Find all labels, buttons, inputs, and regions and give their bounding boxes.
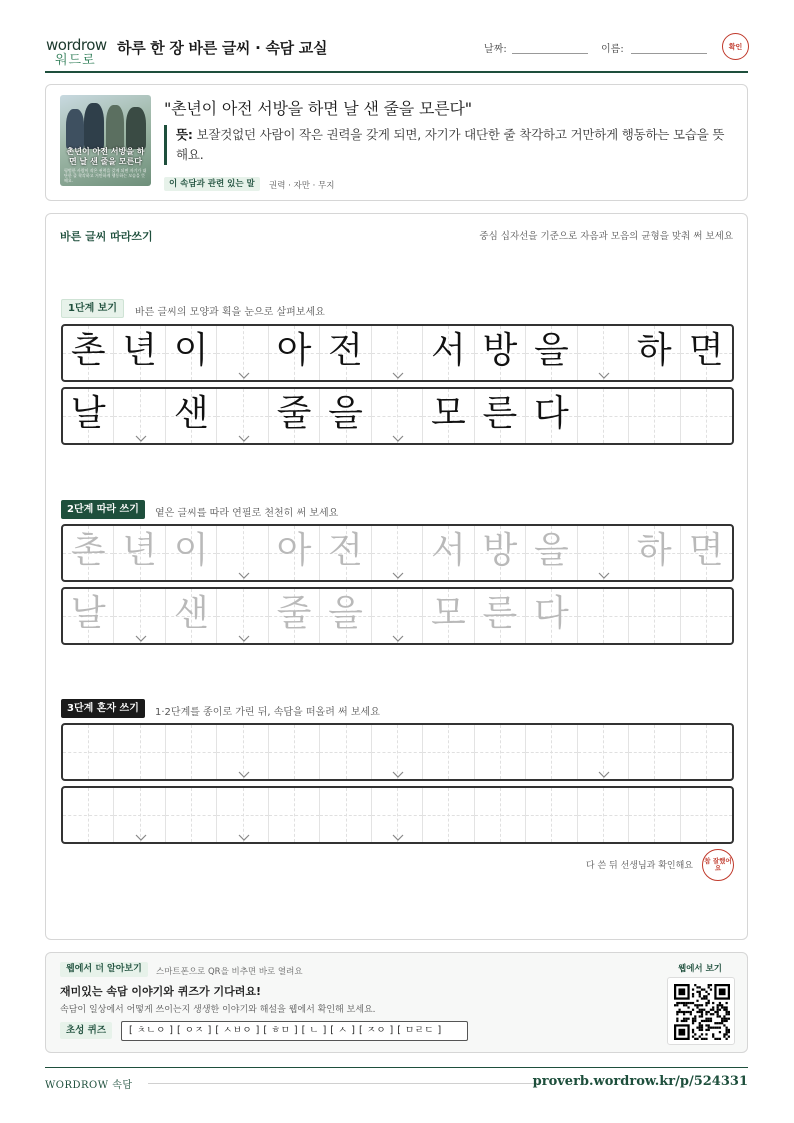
trace-character: 줄 [276,593,312,634]
web-more-description: 스마트폰으로 QR을 비추면 바로 열려요 [156,967,303,977]
grid-cell[interactable] [423,589,474,643]
grid-cell[interactable] [526,526,577,580]
step3-row-2[interactable] [61,786,734,844]
footer-brand: WORDROW 속담 [45,1080,133,1091]
grid-cell[interactable] [372,526,423,580]
grid-cell[interactable] [423,526,474,580]
trace-character: 날 [70,593,106,634]
grid-cell[interactable] [681,589,732,643]
model-character: 이 [173,330,209,371]
space-mark-icon [598,771,608,777]
grid-cell [578,389,629,443]
footer-divider [45,1067,748,1068]
grid-cell[interactable] [372,725,423,779]
grid-cell [269,326,320,380]
model-character: 년 [122,330,158,371]
date-field[interactable] [512,53,588,54]
trace-character: 아 [276,530,312,571]
step2-description: 옅은 글씨를 따라 연필로 천천히 써 보세요 [155,508,339,519]
step1-label: 1단계 보기 [61,299,124,318]
well-done-stamp-icon [702,849,734,881]
model-character: 방 [482,330,518,371]
model-character: 촌 [70,330,106,371]
step1-row-2 [61,387,734,445]
grid-cell[interactable] [578,788,629,842]
page-title: 하루 한 장 바른 글씨 · 속담 교실 [117,39,328,57]
grid-cell[interactable] [166,788,217,842]
grid-cell[interactable] [475,526,526,580]
step3-row-1[interactable] [61,723,734,781]
model-character: 면 [688,330,724,371]
step1-description: 바른 글씨의 모양과 획을 눈으로 살펴보세요 [135,307,325,318]
grid-cell[interactable] [681,526,732,580]
grid-cell [526,326,577,380]
space-mark-icon [392,435,402,441]
related-words-label: 이 속담과 관련 있는 말 [164,177,260,191]
practice-title: 바른 글씨 따라쓰기 [60,230,153,243]
grid-cell[interactable] [475,589,526,643]
web-headline: 재미있는 속담 이야기와 퀴즈가 기다려요! [60,985,261,998]
grid-cell[interactable] [629,526,680,580]
grid-cell[interactable] [217,725,268,779]
teacher-check-note: 다 쓴 뒤 선생님과 확인해요 [585,861,693,871]
space-mark-icon [392,834,402,840]
grid-cell[interactable] [166,725,217,779]
initial-quiz-box: [ ㅊㄴㅇ ] [ ㅇㅈ ] [ ㅅㅂㅇ ] [ ㅎㅁ ] [ ㄴ ] [ ㅅ ] [ ㅈㅇ ] [ ㅁㄹㄷ ] [121,1021,468,1041]
space-mark-icon [598,372,608,378]
grid-cell [114,326,165,380]
grid-cell[interactable] [423,725,474,779]
practice-hint: 중심 십자선을 기준으로 자음과 모음의 균형을 맞춰 써 보세요 [479,231,733,242]
grid-cell [269,389,320,443]
grid-cell[interactable] [578,589,629,643]
grid-cell[interactable] [372,589,423,643]
grid-cell [475,389,526,443]
trace-character: 모 [431,593,466,634]
grid-cell[interactable] [217,526,268,580]
name-label: 이름: [601,44,624,55]
initial-quiz-label: 초성 퀴즈 [60,1022,112,1039]
grid-cell[interactable] [320,788,371,842]
step2-row-1[interactable] [61,524,734,582]
web-more-section [45,952,748,1053]
web-more-label: 웹에서 더 알아보기 [60,962,148,977]
grid-cell [320,389,371,443]
grid-cell [423,389,474,443]
trace-character: 면 [688,530,724,571]
grid-cell[interactable] [63,526,114,580]
grid-cell[interactable] [526,725,577,779]
space-mark-icon [238,771,248,777]
illustration-subcaption: 평범한 사람이 작은 권력을 갖게 되면 자기가 대단한 줄 착각하고 거만하게 행동하는 모습을 뜻해요. [64,168,147,183]
grid-cell[interactable] [526,788,577,842]
step3-label: 3단계 혼자 쓰기 [61,699,145,718]
grid-cell [526,389,577,443]
grid-cell[interactable] [217,788,268,842]
space-mark-icon [135,635,145,641]
illustration-caption: 촌년이 아전 서방을 하면 날 샌 줄을 모른다 [66,147,145,166]
trace-character: 하 [636,530,672,571]
model-character: 하 [636,330,672,371]
trace-character: 서 [431,530,466,571]
proverb-meaning [164,125,734,165]
grid-cell[interactable] [269,526,320,580]
grid-cell[interactable] [114,788,165,842]
trace-character: 샌 [173,593,209,634]
footer-line [148,1083,538,1084]
grid-cell[interactable] [629,725,680,779]
grid-cell[interactable] [526,589,577,643]
grid-cell[interactable] [629,788,680,842]
grid-cell[interactable] [269,589,320,643]
step2-row-2[interactable] [61,587,734,645]
space-mark-icon [598,572,608,578]
meaning-label: 뜻: [176,127,193,142]
grid-cell [681,389,732,443]
grid-cell[interactable] [372,788,423,842]
web-description: 속담이 일상에서 어떻게 쓰이는지 생생한 이야기와 해설을 웹에서 확인해 보세요. [60,1005,376,1015]
model-character: 모 [431,393,466,434]
qr-code-graphic [674,984,730,1040]
grid-cell[interactable] [681,725,732,779]
related-words: 권력 · 자만 · 무지 [269,181,335,191]
model-character: 을 [328,393,363,434]
model-character: 날 [70,393,106,434]
model-character: 다 [533,393,569,434]
page-header [45,30,748,73]
logo-text-top: wordrow [46,36,107,54]
logo-text-bottom: 워드로 [55,53,96,68]
grid-cell [114,389,165,443]
space-mark-icon [238,372,248,378]
name-field[interactable] [631,53,707,54]
space-mark-icon [238,435,248,441]
grid-cell[interactable] [320,526,371,580]
space-mark-icon [238,635,248,641]
grid-cell [372,389,423,443]
grid-cell [372,326,423,380]
grid-cell[interactable] [320,725,371,779]
grid-cell [63,389,114,443]
date-label: 날짜: [484,44,507,55]
grid-cell[interactable] [423,788,474,842]
grid-cell[interactable] [475,725,526,779]
meaning-text: 보잘것없던 사람이 작은 권력을 갖게 되면, 자기가 대단한 줄 착각하고 거만하게 행동하는 모습을 뜻해요. [176,127,725,162]
footer-url-link[interactable]: proverb.wordrow.kr/p/524331 [532,1074,748,1089]
confirm-stamp-icon [722,33,749,60]
grid-cell[interactable] [114,589,165,643]
proverb-info-card [45,84,748,201]
grid-cell[interactable] [681,788,732,842]
grid-cell[interactable] [269,788,320,842]
space-mark-icon [392,771,402,777]
step3-description: 1·2단계를 종이로 가린 뒤, 속담을 떠올려 써 보세요 [155,707,380,718]
grid-cell [681,326,732,380]
grid-cell [166,326,217,380]
grid-cell [217,326,268,380]
grid-cell [423,326,474,380]
trace-character: 이 [173,530,209,571]
grid-cell[interactable] [629,589,680,643]
grid-cell[interactable] [63,788,114,842]
proverb-illustration [60,95,151,186]
grid-cell[interactable] [166,589,217,643]
grid-cell [320,326,371,380]
trace-character: 을 [328,593,363,634]
step2-label: 2단계 따라 쓰기 [61,500,145,519]
trace-character: 년 [122,530,158,571]
grid-cell[interactable] [269,725,320,779]
grid-cell[interactable] [475,788,526,842]
confirm-stamp-text: 확인 [728,42,743,51]
grid-cell[interactable] [217,589,268,643]
grid-cell [63,326,114,380]
grid-cell [475,326,526,380]
space-mark-icon [392,372,402,378]
trace-character: 방 [482,530,518,571]
grid-cell[interactable] [63,725,114,779]
trace-character: 다 [533,593,569,634]
well-done-stamp-text: 참 잘했어요 [704,857,732,872]
space-mark-icon [238,572,248,578]
step1-row-1 [61,324,734,382]
handwriting-practice-section [45,213,748,940]
trace-character: 촌 [70,530,106,571]
grid-cell [629,389,680,443]
grid-cell[interactable] [578,725,629,779]
grid-cell[interactable] [578,526,629,580]
space-mark-icon [135,834,145,840]
proverb-title: "촌년이 아전 서방을 하면 날 샌 줄을 모른다" [164,99,472,118]
model-character: 줄 [276,393,312,434]
space-mark-icon [135,435,145,441]
space-mark-icon [238,834,248,840]
qr-code-icon[interactable] [667,977,735,1045]
grid-cell [578,326,629,380]
trace-character: 전 [328,530,363,571]
grid-cell [217,389,268,443]
qr-label: 웹에서 보기 [678,964,723,974]
wordrow-logo[interactable] [45,34,109,68]
grid-cell[interactable] [114,526,165,580]
trace-character: 을 [533,530,569,571]
grid-cell[interactable] [63,589,114,643]
model-character: 을 [533,330,569,371]
model-character: 서 [431,330,466,371]
grid-cell [629,326,680,380]
model-character: 른 [482,393,518,434]
model-character: 전 [328,330,363,371]
model-character: 샌 [173,393,209,434]
space-mark-icon [392,635,402,641]
grid-cell[interactable] [166,526,217,580]
grid-cell[interactable] [320,589,371,643]
model-character: 아 [276,330,312,371]
grid-cell[interactable] [114,725,165,779]
space-mark-icon [392,572,402,578]
trace-character: 른 [482,593,518,634]
grid-cell [166,389,217,443]
